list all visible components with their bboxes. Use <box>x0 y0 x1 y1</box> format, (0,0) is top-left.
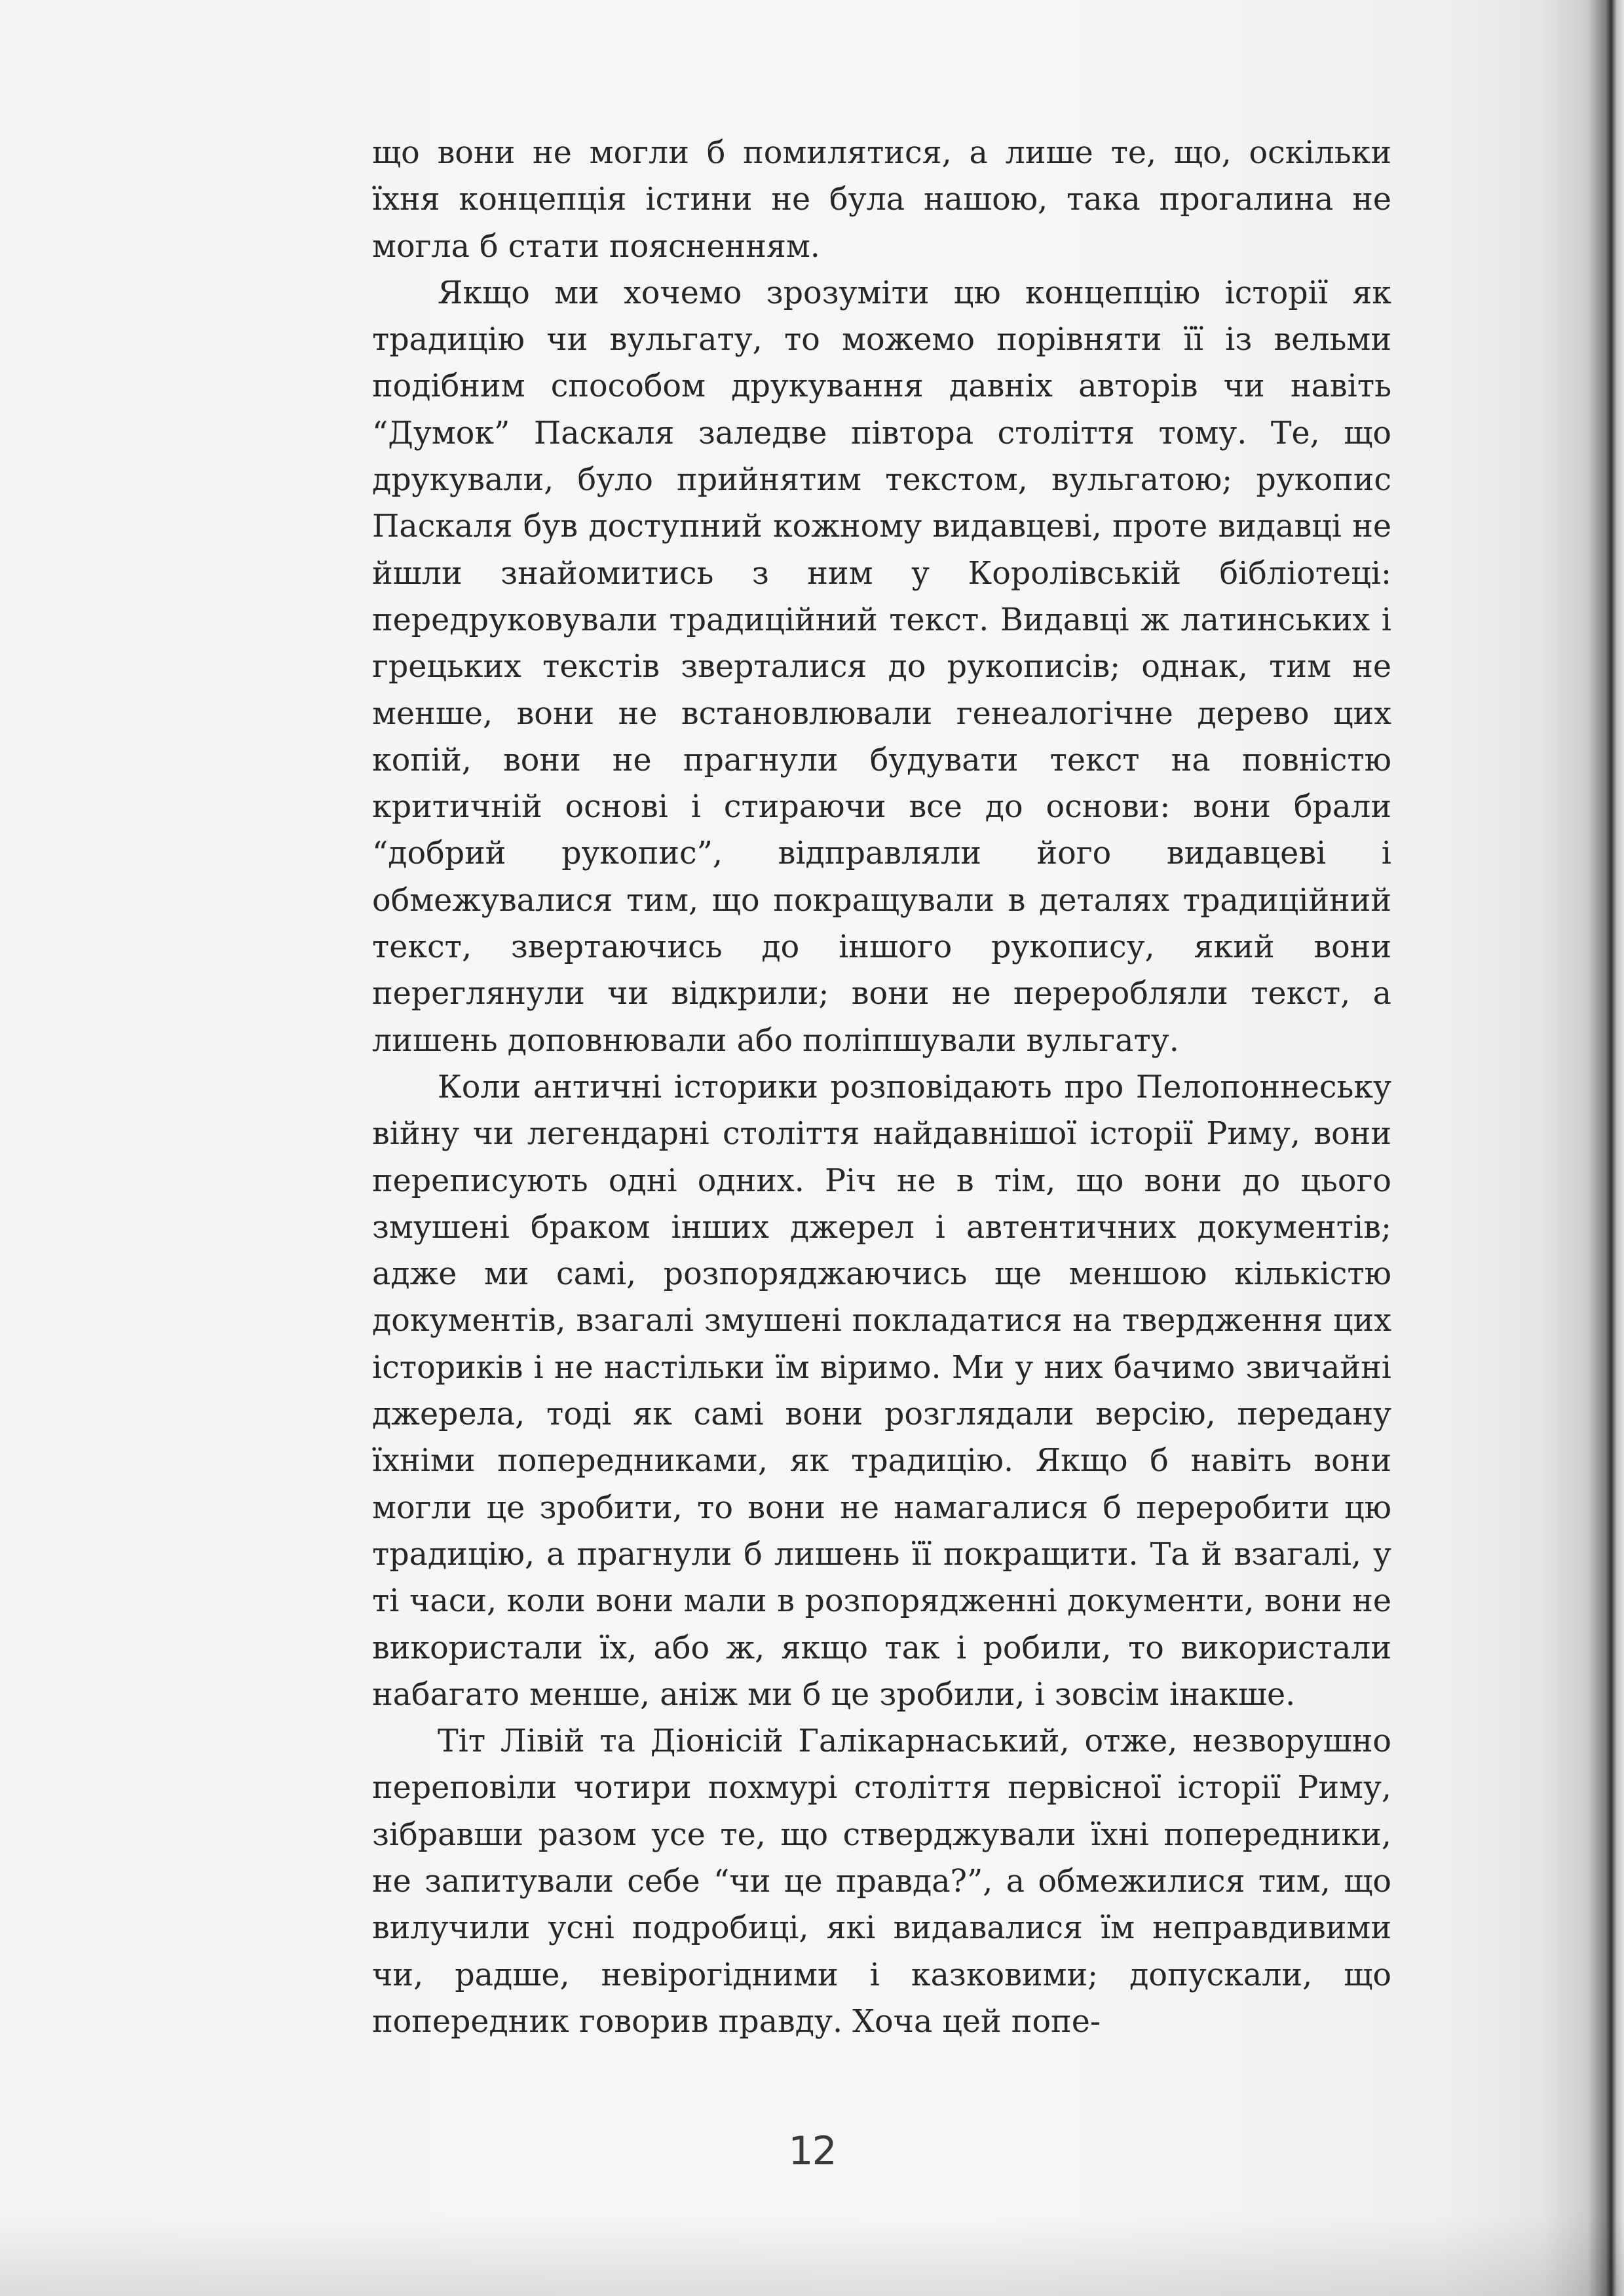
paragraph: Тіт Лівій та Діонісій Галікарнаський, отже, незворушно переповіли чотири похмурі століття первісної історії Риму, зібравши разом усе те, що стверджували їхні попередники, не запитували себе “чи це правда?”, а обмежилися тим, що вилучили усні подробиці, які видавалися їм неправдивими чи, радше, невірогідними і казковими; допускали, що попередник говорив правду. Хоча цей попе- <box>372 1723 1391 2040</box>
paragraph: Якщо ми хочемо зрозуміти цю концепцію історії як традицію чи вульгату, то можемо порівняти її із вельми подібним способом друкування давніх авторів чи навіть “Думок” Паскаля заледве півтора століття тому. Те, що друкували, було прийнятим текстом, вульгатою; рукопис Паскаля був доступний кожному видавцеві, проте видавці не йшли знайомитись з ним у Королівській бібліотеці: передруковували традиційний текст. Видавці ж латинських і грецьких текстів зверталися до рукописів; однак, тим не менше, вони не встановлювали генеалогічне дерево цих копій, вони не прагнули будувати текст на повністю критичній основі і стираючи все до основи: вони брали “добрий рукопис”, відправляли його видавцеві і обмежувалися тим, що покращували в деталях традиційний текст, звертаючись до іншого рукопису, який вони переглянули чи відкрили; вони не переробляли текст, а лишень доповнювали або поліпшували вульгату. <box>372 275 1391 1059</box>
page-body <box>372 130 1391 2045</box>
paragraph: Коли античні історики розповідають про Пелопоннеську війну чи легендарні століття найдавнішої історії Риму, вони переписують одні одних. Річ не в тім, що вони до цього змушені браком інших джерел і автентичних документів; адже ми самі, розпоряджаючись ще меншою кількістю документів, взагалі змушені покладатися на твердження цих істориків і не настільки їм віримо. Ми у них бачимо звичайні джерела, тоді як самі вони розглядали версію, передану їхніми попередниками, як традицію. Якщо б навіть вони могли це зробити, то вони не намагалися б переробити цю традицію, а прагнули б лишень її покращити. Та й взагалі, у ті часи, коли вони мали в розпорядженні документи, вони не використали їх, або ж, якщо так і робили, то використали набагато менше, аніж ми б це зробили, і зовсім інакше. <box>372 1069 1391 1713</box>
book-spine-shadow <box>1441 0 1624 2296</box>
page-number: 12 <box>788 2128 836 2174</box>
paragraph-continued: що вони не могли б помилятися, а лише те, що, оскільки їхня концепція істини не була нашою, така прогалина не могла б стати поясненням. <box>372 135 1391 265</box>
page-bottom-shadow <box>0 2215 1624 2296</box>
